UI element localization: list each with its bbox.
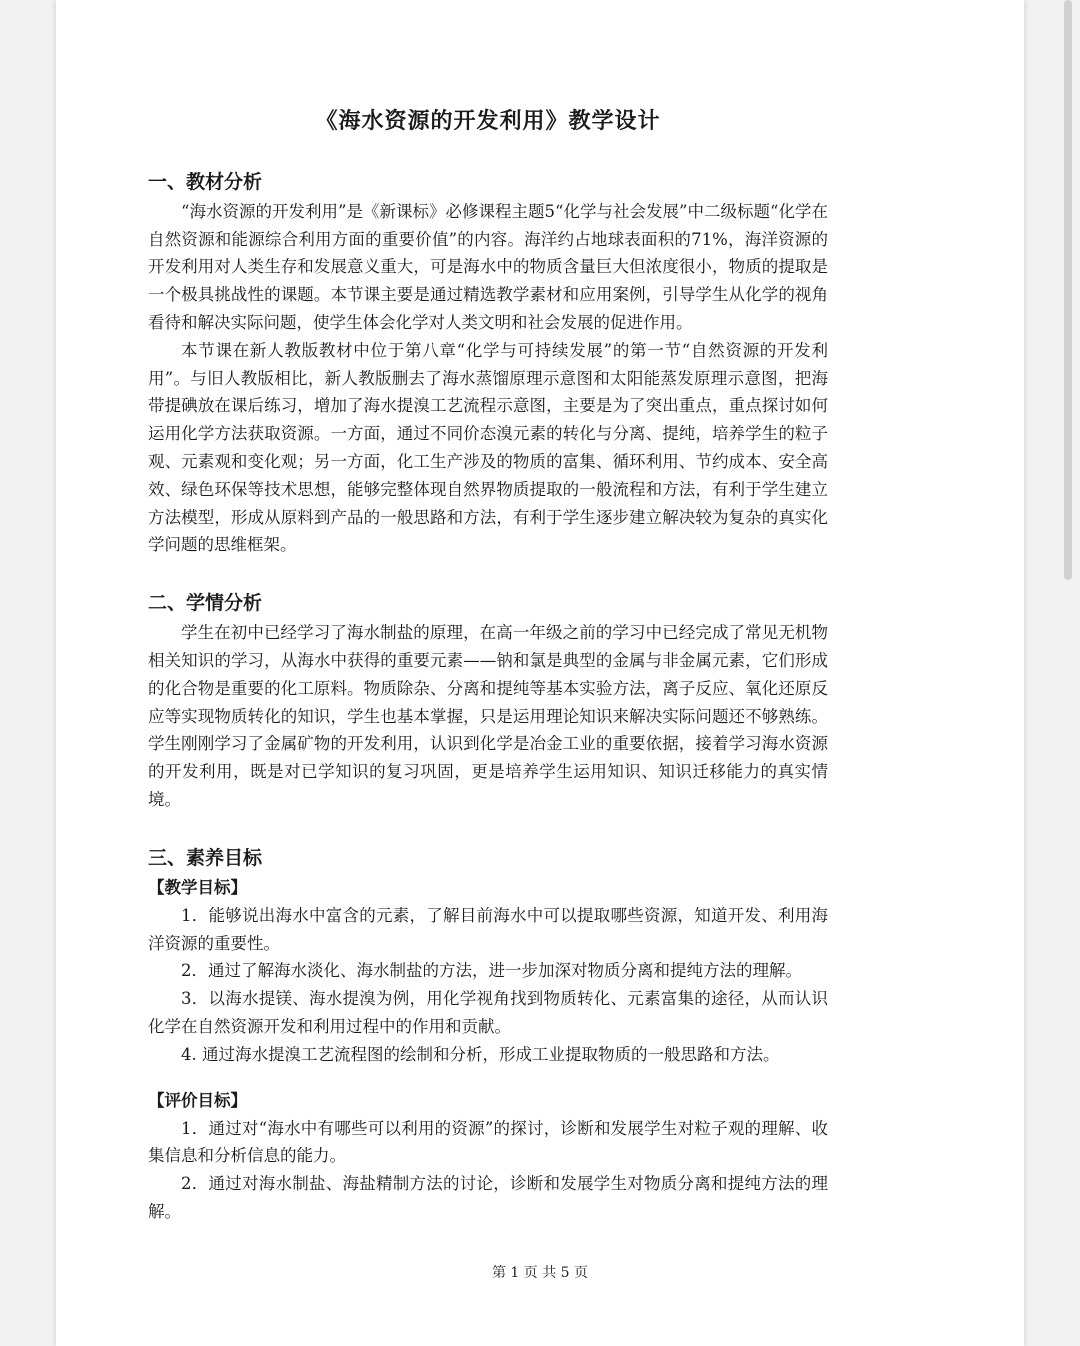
paragraph: 学生在初中已经学习了海水制盐的原理，在高一年级之前的学习中已经完成了常见无机物相关知识的学习，从海水中获得的重要元素——钠和氯是典型的金属与非金属元素，它们形成的化合物是重要的化工原料。物质除杂、分离和提纯等基本实验方法，离子反应、氧化还原反应等实现物质转化的知识，学生也基本掌握，只是运用理论知识来解决实际问题还不够熟练。学生刚刚学习了金属矿物的开发利用，认识到化学是冶金工业的重要依据，接着学习海水资源的开发利用，既是对已学知识的复习巩固，更是培养学生运用知识、知识迁移能力的真实情境。: [148, 623, 828, 809]
section-heading: 一、教材分析: [148, 170, 263, 193]
section-heading: 三、素养目标: [148, 846, 263, 869]
paragraph: 本节课在新人教版教材中位于第八章“化学与可持续发展”的第一节“自然资源的开发利用”。与旧人教版相比，新人教版删去了海水蒸馏原理示意图和太阳能蒸发原理示意图，把海带提碘放在课后练习，增加了海水提溴工艺流程示意图，主要是为了突出重点，重点探讨如何运用化学方法获取资源。一方面，通过不同价态溴元素的转化与分离、提纯，培养学生的粒子观、元素观和变化观；另一方面，化工生产涉及的物质的富集、循环利用、节约成本、安全高效、绿色环保等技术思想，能够完整体现自然界物质提取的一般流程和方法，有利于学生建立方法模型，形成从原料到产品的一般思路和方法，有利于学生逐步建立解决较为复杂的真实化学问题的思维框架。: [148, 340, 828, 555]
goal-item: 2．通过了解海水淡化、海水制盐的方法，进一步加深对物质分离和提纯方法的理解。: [181, 961, 802, 981]
goal-item: 4. 通过海水提溴工艺流程图的绘制和分析，形成工业提取物质的一般思路和方法。: [181, 1044, 780, 1064]
page-number-footer: 第 1 页 共 5 页: [491, 1265, 589, 1281]
evaluation-goals-heading: 【评价目标】: [148, 1090, 247, 1110]
paragraph: “海水资源的开发利用”是《新课标》必修课程主题5“化学与社会发展”中二级标题“化学在自然资源和能源综合利用方面的重要价值”的内容。海洋约占地球表面积的71%，海洋资源的开发利用对人类生存和发展意义重大，可是海水中的物质含量巨大但浓度很小，物质的提取是一个极具挑战性的课题。本节课主要是通过精选教学素材和应用案例，引导学生从化学的视角看待和解决实际问题，使学生体会化学对人类文明和社会发展的促进作用。: [148, 201, 828, 332]
goal-item: 2．通过对海水制盐、海盐精制方法的讨论，诊断和发展学生对物质分离和提纯方法的理解。: [148, 1174, 828, 1221]
section-heading: 二、学情分析: [148, 592, 263, 615]
scrollbar[interactable]: [1064, 0, 1072, 580]
section-student-analysis: [148, 589, 828, 814]
goal-item: 3．以海水提镁、海水提溴为例，用化学视角找到物质转化、元素富集的途径，从而认识化学在自然资源开发和利用过程中的作用和贡献。: [148, 989, 828, 1036]
goal-item: 1．通过对“海水中有哪些可以利用的资源”的探讨，诊断和发展学生对粒子观的理解、收集信息和分析信息的能力。: [148, 1118, 828, 1166]
teaching-goals-heading: 【教学目标】: [148, 877, 247, 897]
section-literacy-goals: [148, 844, 828, 1226]
section-textbook-analysis: [148, 168, 828, 559]
document-content: [148, 100, 828, 1256]
goal-item: 1．能够说出海水中富含的元素，了解目前海水中可以提取哪些资源，知道开发、利用海洋资源的重要性。: [148, 905, 828, 953]
document-title: 《海水资源的开发利用》教学设计: [315, 108, 661, 134]
